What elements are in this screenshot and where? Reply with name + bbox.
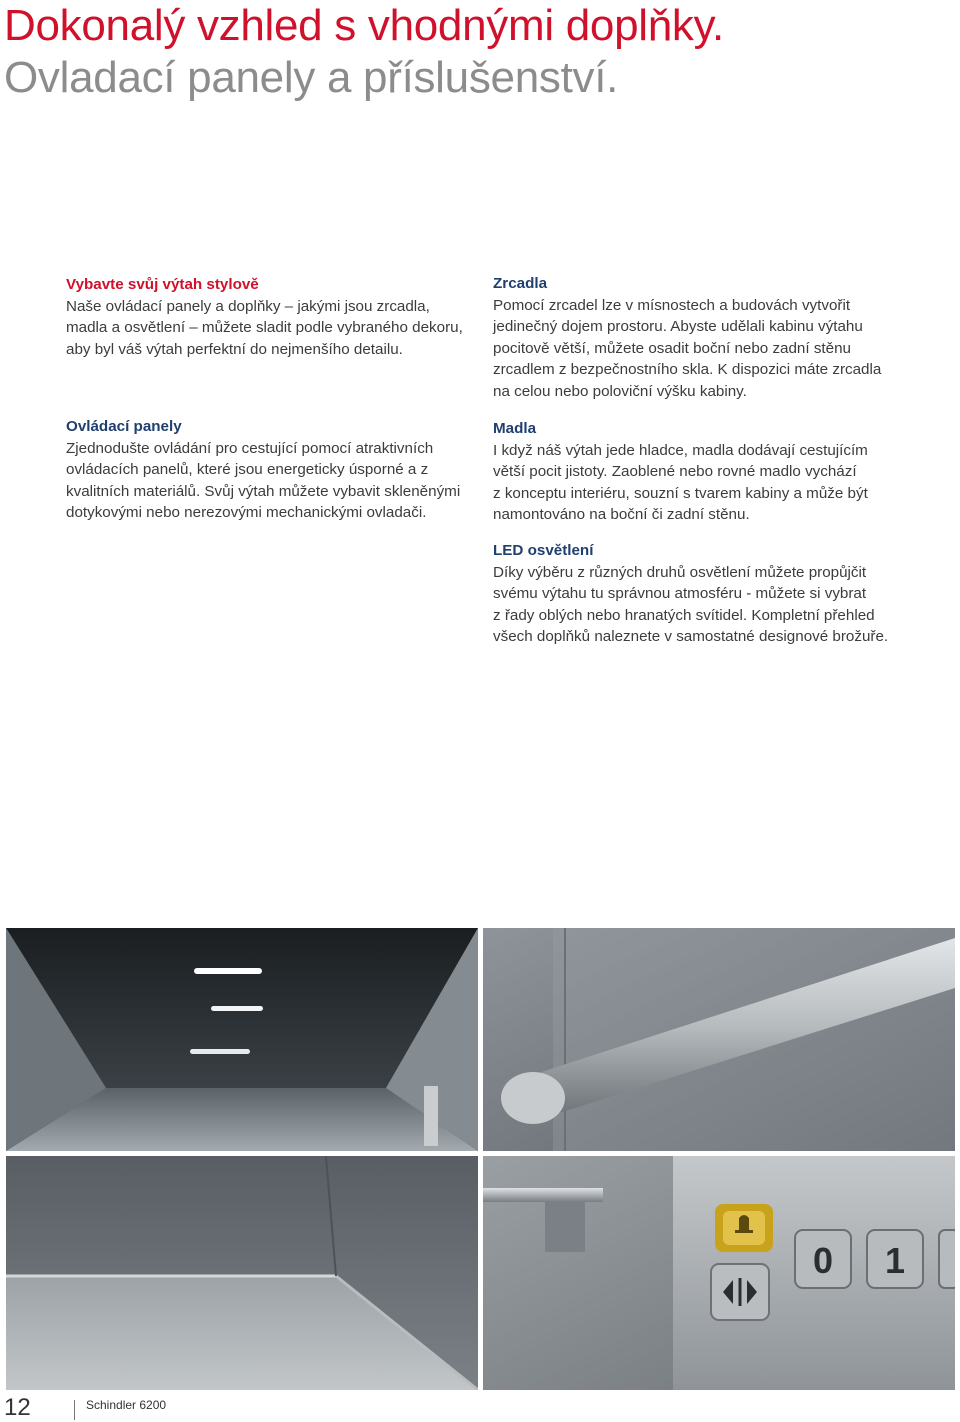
section-control-panels — [66, 416, 476, 524]
text-line: větší pocit jistoty. Zaoblené nebo rovné madlo vychází — [493, 463, 857, 480]
text-line: kvalitních materiálů. Svůj výtah můžete vybavit skleněnými — [66, 482, 461, 500]
section-led-lighting — [493, 540, 913, 648]
footer-divider — [74, 1400, 75, 1420]
title-line-2: Ovladací panely a příslušenství. — [4, 53, 619, 102]
text-line: Naše ovládací panely a doplňky – jakými jsou zrcadla, — [66, 297, 430, 315]
floor-button-0-label: 0 — [812, 1240, 834, 1281]
text-line: namontováno na boční či zadní stěnu. — [493, 506, 750, 523]
section-heading-handrails: Madla — [493, 420, 537, 437]
section-heading-control-panels: Ovládací panely — [66, 418, 182, 435]
text-line: pocitově větší, můžete osadit boční nebo zadní stěnu — [493, 339, 851, 357]
photo-handrail — [483, 928, 955, 1151]
photo-control-buttons — [483, 1156, 955, 1390]
text-line: zrcadlem z bezpečnostního skla. K dispozici máte zrcadla — [493, 361, 882, 378]
text-line: Zjednodušte ovládání pro cestující pomocí atraktivních — [66, 439, 434, 457]
text-line: svému výtahu tu správnou atmosféru - můžete si vybrat — [493, 585, 867, 602]
text-line: Díky výběru z různých druhů osvětlení můžete propůjčit — [493, 563, 867, 581]
footer-brand: Schindler 6200 — [86, 1398, 167, 1412]
paragraph-handrails — [493, 440, 893, 526]
section-mirrors — [493, 273, 893, 402]
paragraph-led-lighting — [493, 562, 913, 648]
floor-button-1-label: 1 — [884, 1240, 906, 1281]
page-footer — [0, 1392, 960, 1422]
section-intro — [66, 274, 486, 360]
section-handrails — [493, 418, 893, 526]
text-line: ovládacích panelů, které jsou energeticky úsporné a z — [66, 461, 429, 478]
text-line: z konceptu interiéru, souzní s tvarem kabiny a může být — [493, 484, 868, 502]
text-line: Pomocí zrcadel lze v mísnostech a budovách vytvořit — [493, 296, 851, 314]
section-heading-intro: Vybavte svůj výtah stylově — [66, 276, 259, 293]
text-line: všech doplňků naleznete v samostatné designové brožuře. — [493, 628, 889, 645]
photo-cabin-corner — [6, 1156, 478, 1390]
page-number: 12 — [4, 1394, 31, 1421]
text-line: dotykovými nebo nerezovými mechanickými ovladači. — [66, 504, 427, 521]
title-line-1: Dokonalý vzhled s vhodnými doplňky. — [4, 1, 724, 50]
paragraph-mirrors — [493, 295, 893, 403]
text-line: I když náš výtah jede hladce, madla dodávají cestujícím — [493, 441, 868, 459]
section-heading-mirrors: Zrcadla — [493, 275, 548, 292]
paragraph-intro — [66, 296, 486, 361]
text-line: madla a osvětlení – můžete sladit podle vybraného dekoru, — [66, 319, 463, 336]
page-title — [4, 0, 724, 104]
section-heading-led-lighting: LED osvětlení — [493, 542, 594, 559]
text-line: aby byl váš výtah perfektní do nejmenšího detailu. — [66, 340, 403, 358]
text-line: jedinečný dojem prostoru. Abyste udělali kabinu výtahu — [493, 318, 863, 335]
paragraph-control-panels — [66, 438, 476, 524]
text-line: z řady oblých nebo hranatých svítidel. Kompletní přehled — [493, 606, 875, 624]
text-line: na celou nebo poloviční výšku kabiny. — [493, 382, 747, 400]
photo-ceiling-led-lights — [6, 928, 478, 1151]
